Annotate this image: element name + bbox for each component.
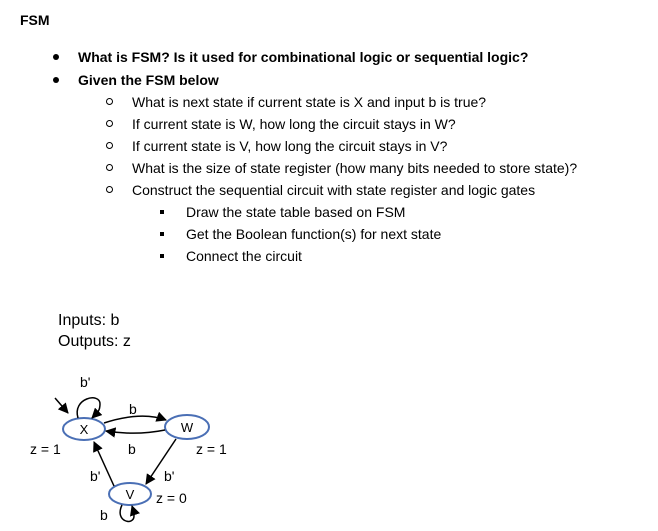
transition-v-self: [120, 505, 134, 521]
transition-w-to-x-label: b: [128, 441, 136, 457]
transition-v-self-label: b: [100, 507, 108, 523]
task-boolean-functions: Get the Boolean function(s) for next state: [186, 226, 442, 242]
question-register-size: What is the size of state register (how many bits needed to store state)?: [132, 160, 578, 176]
given-fsm-heading: Given the FSM below: [78, 72, 219, 88]
transition-x-to-w: [104, 416, 166, 423]
state-x-label: X: [79, 422, 89, 437]
initial-arrow: [55, 398, 68, 413]
transition-v-to-x-label: b': [90, 468, 101, 484]
outputs-label: Outputs: z: [58, 333, 131, 350]
inputs-label: Inputs: b: [58, 312, 120, 329]
task-connect-circuit: Connect the circuit: [186, 248, 302, 264]
question-next-state: What is next state if current state is X and input b is true?: [132, 94, 487, 110]
section-title: FSM: [20, 12, 50, 28]
transition-x-to-w-label: b: [129, 401, 137, 417]
transition-x-self-label: b': [80, 374, 91, 390]
transition-w-to-x: [106, 430, 165, 433]
state-w-label: W: [180, 420, 194, 435]
state-v-label: V: [125, 487, 135, 502]
question-stay-v: If current state is V, how long the circuit stays in V?: [132, 138, 448, 154]
task-state-table: Draw the state table based on FSM: [186, 204, 406, 220]
state-w-output: z = 1: [196, 441, 227, 457]
state-v-output: z = 0: [156, 490, 187, 506]
transition-x-self: [77, 398, 100, 418]
state-x-output: z = 1: [30, 441, 61, 457]
transition-w-to-v-label: b': [164, 468, 175, 484]
task-construct-circuit: Construct the sequential circuit with state register and logic gates: [132, 182, 536, 198]
question-stay-w: If current state is W, how long the circuit stays in W?: [132, 116, 456, 132]
question-fsm-definition: What is FSM? Is it used for combinational logic or sequential logic?: [78, 49, 529, 65]
